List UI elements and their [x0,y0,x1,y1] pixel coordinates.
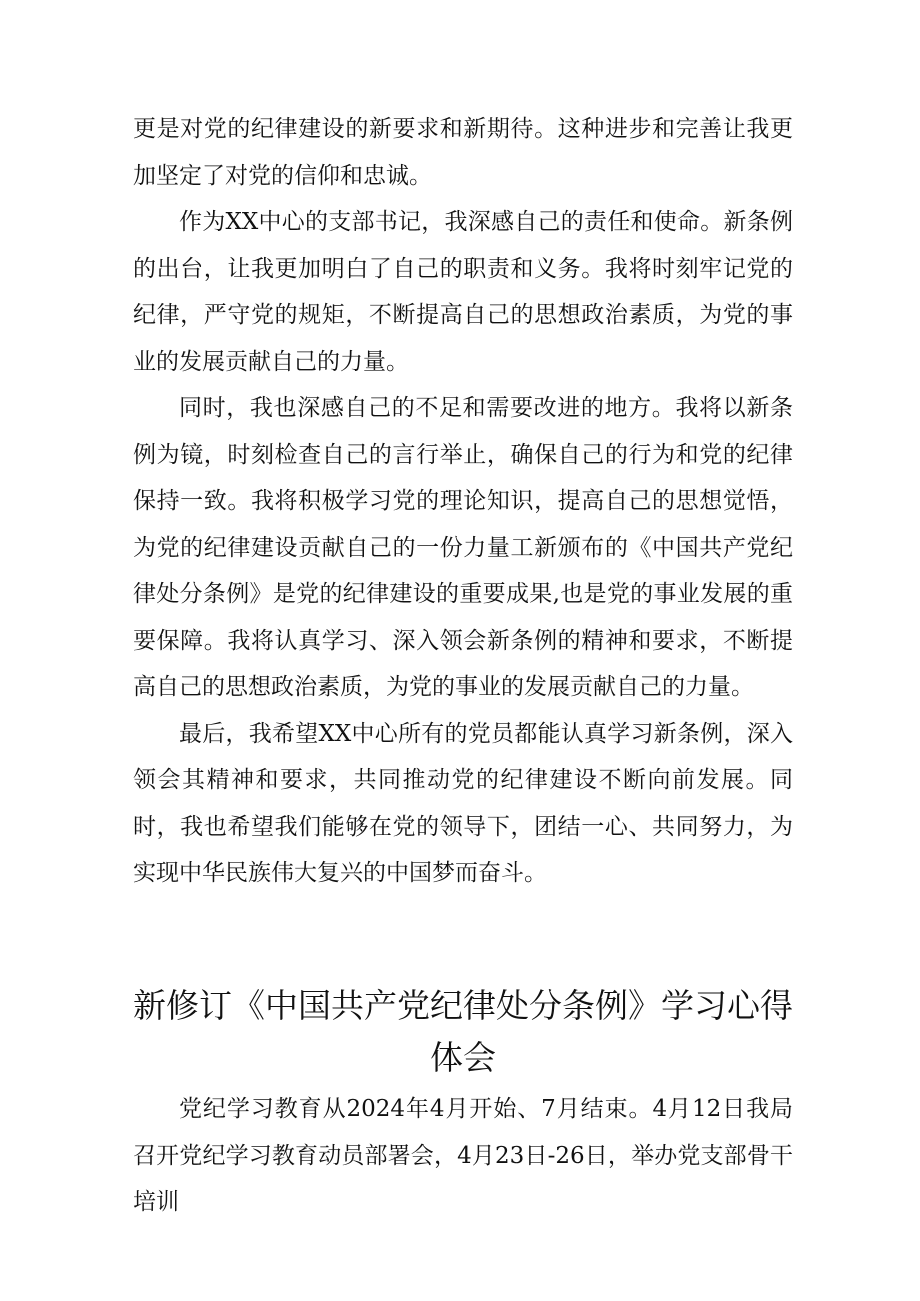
paragraph-improvement: 同时，我也深感自己的不足和需要改进的地方。我将以新条例为镜，时刻检查自己的言行举止，确保自己的行为和党的纪律保持一致。我将积极学习党的理论知识，提高自己的思想觉悟，为党的纪律建设贡献自己的一份力量工新颁布的《中国共产党纪律处分条例》是党的纪律建设的重要成果,也是党的事业发展的重要保障。我将认真学习、深入领会新条例的精神和要求，不断提高自己的思想政治素质，为党的事业的发展贡献自己的力量。 [133,395,793,700]
section-title: 新修订《中国共产党纪律处分条例》学习心得体会 [133,986,793,1077]
section-body [133,1086,793,1226]
paragraph-continuation: 更是对党的纪律建设的新要求和新期待。这种进步和完善让我更加坚定了对党的信仰和忠诚。 [133,116,793,189]
document-body [133,106,793,897]
section-paragraph: 党纪学习教育从2024年4月开始、7月结束。4月12日我局召开党纪学习教育动员部署会，4月23日-26日，举办党支部骨干培训 [133,1096,793,1215]
paragraph-conclusion: 最后，我希望XX中心所有的党员都能认真学习新条例，深入领会其精神和要求，共同推动党的纪律建设不断向前发展。同时，我也希望我们能够在党的领导下，团结一心、共同努力，为实现中华民族伟大复兴的中国梦而奋斗。 [133,720,793,886]
paragraph-responsibility: 作为XX中心的支部书记，我深感自己的责任和使命。新条例的出台，让我更加明白了自己的职责和义务。我将时刻牢记党的纪律，严守党的规矩，不断提高自己的思想政治素质，为党的事业的发展贡献自己的力量。 [133,209,793,375]
